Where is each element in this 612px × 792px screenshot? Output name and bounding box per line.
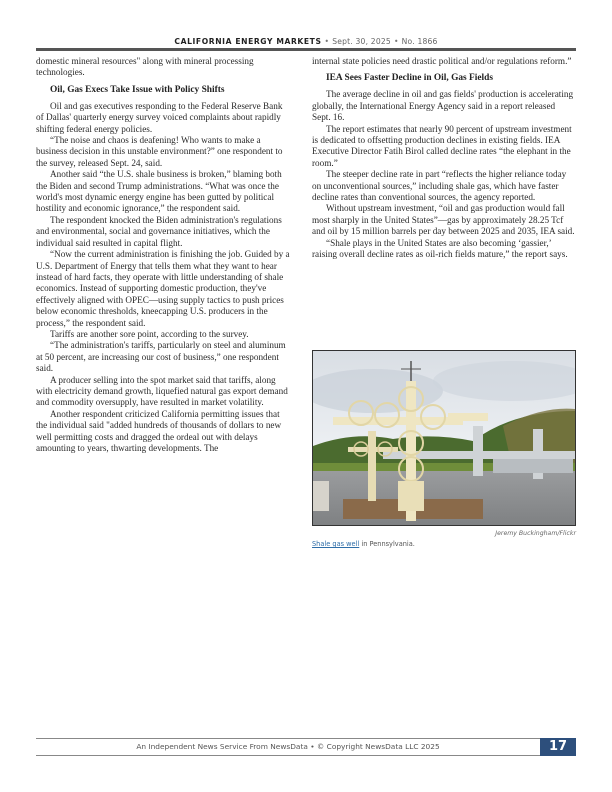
article-headline: IEA Sees Faster Decline in Oil, Gas Fields [326, 73, 494, 84]
article-paragraph: Another respondent criticized California permitting issues that the individual said "added hundreds of thousands of dollars to new well permitting costs and dragged the ordeal out with delays amounting to years, thwarting developments. The [36, 408, 282, 453]
article-paragraph: Oil and gas executives responding to the Federal Reserve Bank of Dallas' quarterly energy survey voiced complaints about rapidly shifting federal energy policies. [36, 100, 283, 134]
article-paragraph: “Now the current administration is finishing the job. Guided by a U.S. Department of Energy that tells them what they want to hear instead of hard facts, they operate with little understanding of shale economics. Instead of supporting domestic production, they've effectively aligned with OPEC—using supply tactics to push prices below economic thresholds, kneecapping U.S. producers in the process,” the respondent said. [36, 249, 290, 328]
footer-divider-bottom [36, 755, 540, 756]
photo-credit: Jeremy Buckingham/Flickr [495, 530, 576, 537]
article-paragraph: “The administration's tariffs, particularly on steel and aluminum at 50 percent, are increasing our cost of business,” one respondent said. [36, 340, 286, 374]
wellhead-photo [312, 350, 576, 526]
article-paragraph: The average decline in oil and gas fields' production is accelerating globally, the International Energy Agency said in a report released Sept. 16. [312, 89, 574, 123]
continued-paragraph: internal state policies need drastic political and/or regulations reform.” [312, 56, 572, 66]
separator: • [393, 37, 399, 46]
photo-caption [312, 540, 415, 548]
article-paragraph: The respondent knocked the Biden administration's regulations and environmental, social and governance initiatives, which the individual said resulted in capital flight. [36, 214, 282, 248]
article-paragraph: Without upstream investment, “oil and gas production would fall most sharply in the United States”—gas by approximately 28.25 Tcf and oil by 15 million barrels per day between 2025 and 2035, IEA said. [312, 203, 575, 237]
publication-name: CALIFORNIA ENERGY MARKETS [174, 37, 322, 46]
article-paragraph: Another said “the U.S. shale business is broken,” blaming both the Biden and second Trump administrations. “What was once the world's most dynamic energy engine has been gutted by political hostility and economic ignorance,” the respondent said. [36, 169, 282, 214]
right-column [312, 56, 576, 261]
masthead-divider [36, 48, 576, 51]
article-paragraph: The report estimates that nearly 90 percent of upstream investment is dedicated to offsetting production declines in existing fields. IEA Executive Director Fatih Birol called decline rates “the elephant in the room.” [312, 123, 572, 168]
footer-divider-top [36, 738, 540, 739]
caption-link[interactable]: Shale gas well [312, 540, 360, 548]
caption-text: in Pennsylvania. [359, 540, 415, 548]
photo-illustration [313, 351, 575, 525]
masthead [36, 36, 576, 48]
issue-number: No. 1866 [401, 37, 438, 46]
article-headline: Oil, Gas Execs Take Issue with Policy Shifts [50, 84, 225, 95]
article-paragraph: The steeper decline rate in part “reflects the higher reliance today on unconventional sources,” including shale gas, which have faster decline rates than conventional sources, the agency reported. [312, 169, 567, 203]
article-paragraph: Tariffs are another sore point, according to the survey. [50, 328, 249, 339]
continued-paragraph: domestic mineral resources" along with mineral processing technologies. [36, 56, 254, 78]
separator: • [324, 37, 330, 46]
left-column [36, 56, 292, 454]
issue-date: Sept. 30, 2025 [332, 37, 391, 46]
article-paragraph: “Shale plays in the United States are also becoming ‘gassier,’ raising overall decline rates as oil-rich fields mature,” the report says. [312, 237, 568, 260]
article-paragraph: “The noise and chaos is deafening! Who wants to make a business decision in this unstable environment?” one respondent to the survey, released Sept. 24, said. [36, 135, 283, 168]
page-number: 17 [540, 738, 576, 756]
article-paragraph: A producer selling into the spot market said that tariffs, along with electricity demand growth, liquefied natural gas export demand and commodity oversupply, have resulted in market volatility. [36, 374, 288, 408]
footer-copyright: An Independent News Service From NewsData • © Copyright NewsData LLC 2025 [136, 742, 440, 751]
